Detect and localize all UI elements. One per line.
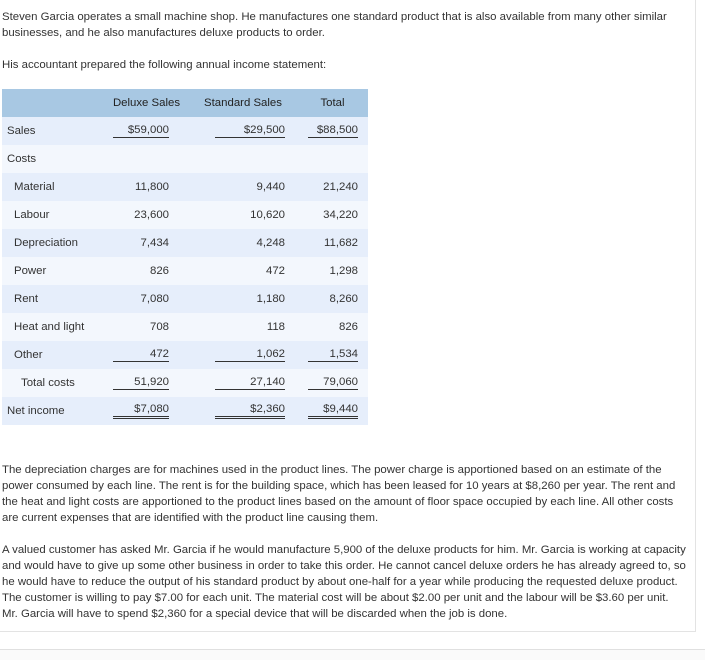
row-label: Net income <box>7 405 65 417</box>
table-row-sales <box>2 117 368 145</box>
row-label: Material <box>14 181 55 193</box>
table-row-rent <box>2 285 368 313</box>
table-header-row <box>2 89 368 117</box>
table-row-total-costs <box>2 369 368 397</box>
row-label: Power <box>14 265 47 277</box>
row-label: Labour <box>14 209 50 221</box>
cell-standard: 4,248 <box>256 237 285 249</box>
cell-deluxe: 23,600 <box>134 209 169 221</box>
cell-standard: $2,360 <box>215 403 285 419</box>
income-statement-table <box>2 89 368 425</box>
cell-standard: 10,620 <box>250 209 285 221</box>
cell-total: 1,298 <box>329 265 358 277</box>
header-deluxe: Deluxe Sales <box>112 97 181 109</box>
cell-deluxe: 11,800 <box>135 181 169 193</box>
next-card-edge <box>0 649 705 660</box>
header-blank <box>2 89 104 117</box>
row-label: Total costs <box>21 377 75 389</box>
header-standard: Standard Sales <box>204 97 282 109</box>
table-row-net-income <box>2 397 368 425</box>
cell-standard: 472 <box>265 265 285 277</box>
intro-paragraph: Steven Garcia operates a small machine shop. He manufactures one standard product that is also available from many other similar businesses, and he also manufactures deluxe products to order. <box>2 11 667 39</box>
table-row-labour <box>2 201 368 229</box>
cell-total: 8,260 <box>329 293 358 305</box>
cell-standard: 27,140 <box>215 376 285 390</box>
cell-standard: $29,500 <box>215 124 285 138</box>
cell-deluxe: 51,920 <box>113 376 169 390</box>
cell-total: 826 <box>338 321 358 333</box>
cell-deluxe: $7,080 <box>113 403 169 419</box>
row-label: Other <box>14 349 43 361</box>
cell-total: 79,060 <box>308 376 358 390</box>
cell-deluxe: 7,434 <box>140 237 169 249</box>
table-row-other <box>2 341 368 369</box>
cell-total: $88,500 <box>308 124 358 138</box>
table-row-depreciation <box>2 229 368 257</box>
row-label: Rent <box>14 293 39 305</box>
row-label: Heat and light <box>14 321 85 333</box>
cell-standard: 118 <box>266 321 285 333</box>
accountant-paragraph: His accountant prepared the following annual income statement: <box>2 59 327 71</box>
cell-total: 11,682 <box>324 237 358 249</box>
cell-deluxe: 708 <box>149 321 169 333</box>
row-label: Sales <box>7 125 36 137</box>
table-row-costs <box>2 145 368 173</box>
cell-deluxe: $59,000 <box>113 124 169 138</box>
cell-total: 1,534 <box>308 348 358 362</box>
table-row-heat-and-light <box>2 313 368 341</box>
cell-deluxe: 826 <box>149 265 169 277</box>
cell-total: $9,440 <box>308 403 358 419</box>
row-label: Costs <box>7 153 37 165</box>
cell-total: 34,220 <box>323 209 358 221</box>
cell-deluxe: 7,080 <box>140 293 169 305</box>
request-paragraph: A valued customer has asked Mr. Garcia if he would manufacture 5,900 of the deluxe products for him. Mr. Garcia is working at capacity and would have to give up some other business in order to take this order. He cannot cancel deluxe orders he has already agreed to, so he would have to reduce the output of his standard product by about one-half for a year while producing the requested deluxe product. The customer is willing to pay $7.00 for each unit. The material cost will be about $2.00 per unit and the labour will be $3.60 per unit. Mr. Garcia will have to spend $2,360 for a special device that will be discarded when the job is done. <box>2 544 686 620</box>
explanation-paragraph: The depreciation charges are for machines used in the product lines. The power charge is apportioned based on an estimate of the power consumed by each line. The rent is for the building space, which has been leased for 10 years at $8,260 per year. The rent and the heat and light costs are apportioned to the product lines based on the amount of floor space occupied by each line. All other costs are current expenses that are identified with the product line causing them. <box>2 464 676 524</box>
table-row-power <box>2 257 368 285</box>
cell-deluxe: 472 <box>113 348 169 362</box>
cell-standard: 1,062 <box>215 348 285 362</box>
cell-standard: 1,180 <box>256 293 285 305</box>
cell-total: 21,240 <box>323 181 358 193</box>
table-row-material <box>2 173 368 201</box>
header-total: Total <box>320 97 345 109</box>
cell-standard: 9,440 <box>256 181 285 193</box>
row-label: Depreciation <box>14 237 78 249</box>
